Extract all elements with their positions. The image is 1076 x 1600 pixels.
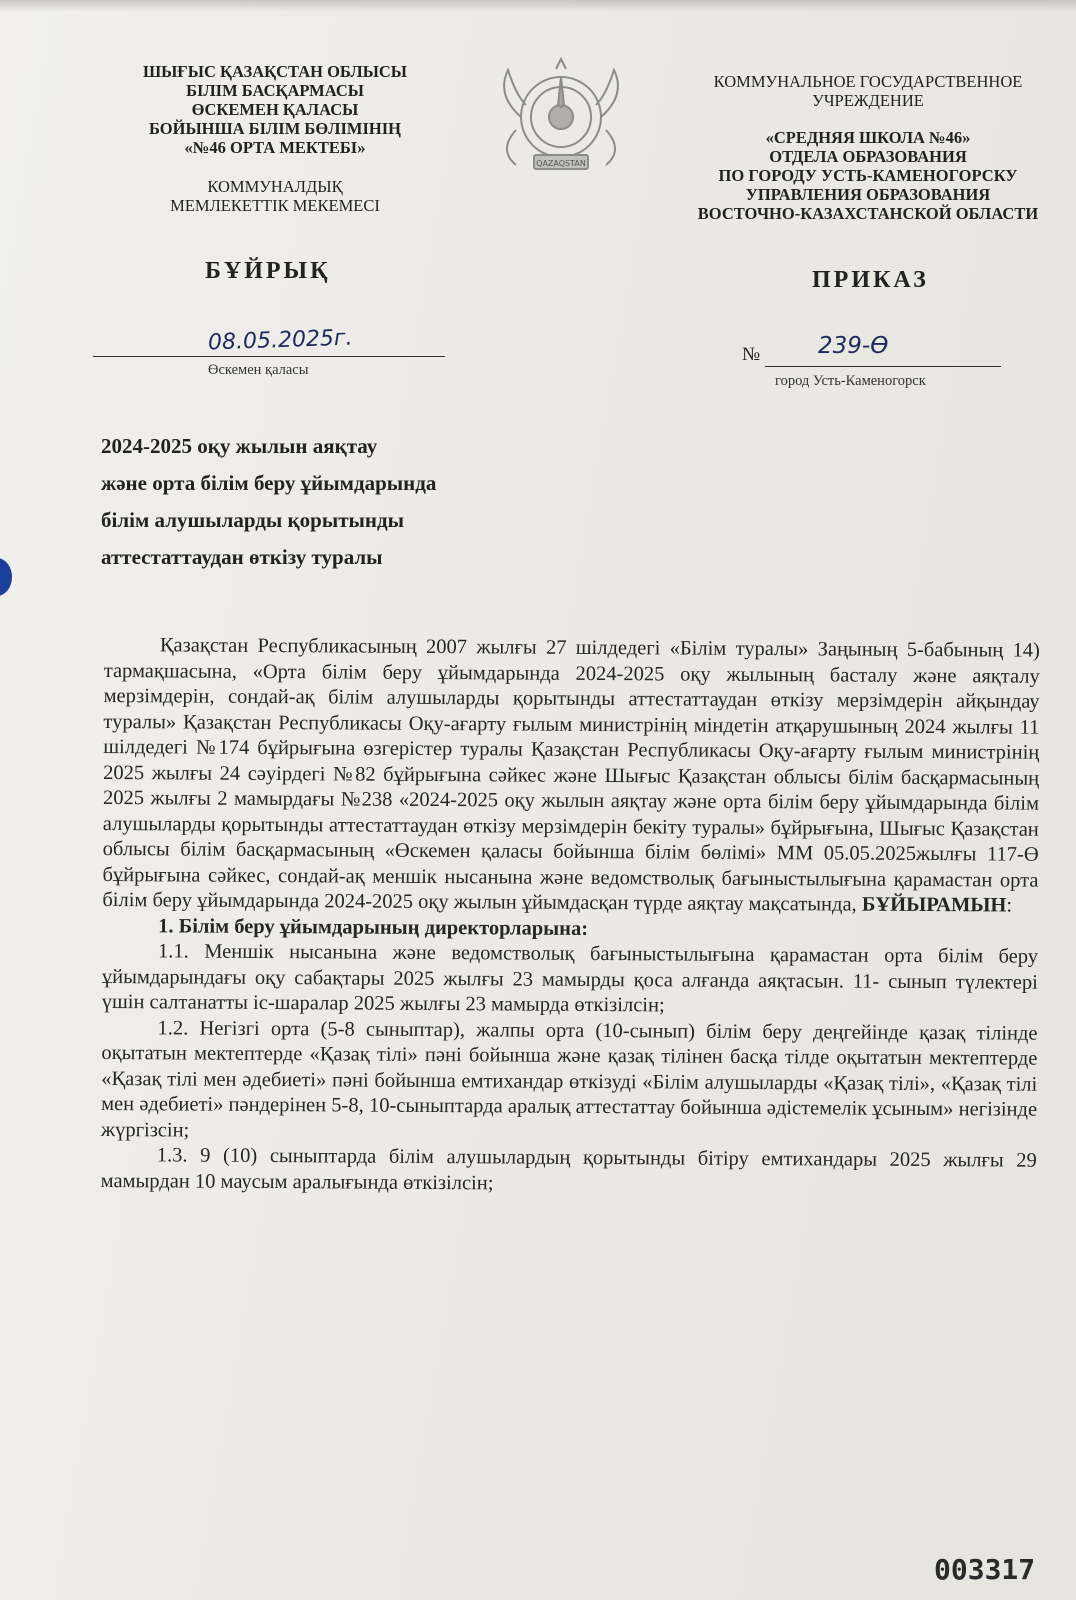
header-right-bold-line: «СРЕДНЯЯ ШКОЛА №46» xyxy=(765,128,971,147)
header-left-sub-line: МЕМЛЕКЕТТІК МЕКЕМЕСІ xyxy=(170,196,380,215)
header-left-line: ӨСКЕМЕН ҚАЛАСЫ xyxy=(191,100,359,119)
title-line: аттестаттаудан өткізу туралы xyxy=(101,545,383,569)
order-title xyxy=(101,428,561,576)
title-line: білім алушыларды қорытынды xyxy=(101,508,405,532)
header-right-line: КОММУНАЛЬНОЕ ГОСУДАРСТВЕННОЕ xyxy=(713,72,1023,91)
blue-binder-mark xyxy=(0,558,12,596)
header-right-bold-line: ОТДЕЛА ОБРАЗОВАНИЯ xyxy=(769,147,967,166)
order-word: БҰЙЫРАМЫН xyxy=(861,893,1007,917)
header-right-bold-line: ПО ГОРОДУ УСТЬ-КАМЕНОГОРСКУ xyxy=(718,166,1018,185)
order-body xyxy=(101,633,1040,1200)
header-right-bold-block xyxy=(668,128,1068,223)
serial-number: 003317 xyxy=(934,1553,1036,1586)
number-underline xyxy=(765,366,1001,367)
item-1-1: 1.1. Меншік нысанына және ведомстволық бағыныстылығына қарамастан орта білім беру ұйымдарындағы оқу сабақтары 2025 жылғы 23 мамырды қоса алғанда аяқтасын. 11- сынып түлектері үшін салтанатты іс-шаралар 2025 жылғы 23 мамырда өткізілсін; xyxy=(101,940,1039,1017)
preamble-text: Қазақстан Республикасының 2007 жылғы 27 шілдедегі «Білім туралы» Заңының 5-бабының 14) тармақшасына, «Орта білім беру ұйымдарында 2024-2025 оқу жылының басталу және аяқталу мерзімдерін, сондай-ақ білім алушыларды қорытынды аттестаттаудан өткізу мерзімдерін айқындау туралы» Қазақстан Республикасы Оқу-ағарту ғылым министрінің міндетін атқарушының 2024 жылғы 11 шілдедегі №174 бұйрығына өзгерістер туралы Қазақстан Республикасы Оқу-ағарту ғылым министрінің 2025 жылғы 24 сәуірдегі №82 бұйрығына сәйкес және Шығыс Қазақстан облысы білім басқармасының 2025 жылғы 2 мамырдағы №238 «2024-2025 оқу жылын аяқтау және орта білім беру ұйымдарында білім алушыларды қорытынды аттестаттаудан өткізу мерзімдерін бекіту туралы» бұйрығына, Шығыс Қазақстан облысы білім басқармасының «Өскемен қаласы бойынша білім бөлімі» ММ 05.05.2025жылғы 117-Ө бұйрығына сәйкес, сондай-ақ меншік нысанына және ведомстволық бағыныстылығына қарамастан орта білім беру ұйымдарында 2024-2025 оқу жылын ұйымдасқан түрде аяқтау мақсатында, xyxy=(102,634,1040,916)
header-right-bold-line: ВОСТОЧНО-КАЗАХСТАНСКОЙ ОБЛАСТИ xyxy=(697,204,1039,223)
header-right-russian xyxy=(668,72,1068,223)
emblem-text: QAZAQSTAN xyxy=(536,159,586,168)
header-left-kazakh xyxy=(95,62,455,215)
place-russian: город Усть-Каменогорск xyxy=(775,373,926,389)
handwritten-number: 239-Ө xyxy=(818,333,889,359)
date-underline xyxy=(93,356,445,357)
section-1-heading: 1. Білім беру ұйымдарының директорларына: xyxy=(158,914,589,940)
state-emblem-icon xyxy=(486,55,636,195)
header-left-line: БІЛІМ БАСҚАРМАСЫ xyxy=(186,81,364,100)
header-left-line: ШЫҒЫС ҚАЗАҚСТАН ОБЛЫСЫ xyxy=(142,62,408,81)
doc-type-kazakh: БҰЙРЫҚ xyxy=(205,258,331,284)
title-line: 2024-2025 оқу жылын аяқтау xyxy=(101,434,378,458)
doc-type-russian: ПРИКАЗ xyxy=(812,267,929,293)
preamble-paragraph xyxy=(102,633,1040,919)
header-left-sub-line: КОММУНАЛДЫҚ xyxy=(207,177,343,196)
header-right-line: УЧРЕЖДЕНИЕ xyxy=(812,91,924,110)
order-punct: : xyxy=(1006,894,1013,917)
header-left-subtitle xyxy=(95,177,455,215)
title-line: және орта білім беру ұйымдарында xyxy=(101,471,437,495)
header-left-line: «№46 ОРТА МЕКТЕБІ» xyxy=(184,138,366,157)
page-edge-shadow xyxy=(0,0,1076,12)
handwritten-date: 08.05.2025г. xyxy=(207,325,353,356)
header-left-line: БОЙЫНША БІЛІМ БӨЛІМІНІҢ xyxy=(149,119,401,138)
header-right-bold-line: УПРАВЛЕНИЯ ОБРАЗОВАНИЯ xyxy=(745,185,991,204)
item-1-3: 1.3. 9 (10) сыныптарда білім алушылардың қорытынды бітіру емтихандары 2025 жылғы 29 мамырдан 10 маусым аралығында өткізілсін; xyxy=(100,1144,1037,1194)
number-label: № xyxy=(742,344,761,365)
place-kazakh: Өскемен қаласы xyxy=(208,362,309,378)
item-1-2: 1.2. Негізгі орта (5-8 сыныптар), жалпы орта (10-сынып) білім беру деңгейінде қазақ тілінде оқытатын мектептерде «Қазақ тілі» пәні бойынша және қазақ тілінен басқа тілде оқытатын мектептерде «Қазақ тілі мен әдебиеті» пәні бойынша емтихандар өткізуді «Білім алушыларды «Қазақ тілі», «Қазақ тілі мен әдебиеті» пәндерінен 5-8, 10-сыныптарда аралық аттестаттау бойынша әдістемелік ұсыным» негізінде жүргізсін; xyxy=(100,1016,1038,1142)
